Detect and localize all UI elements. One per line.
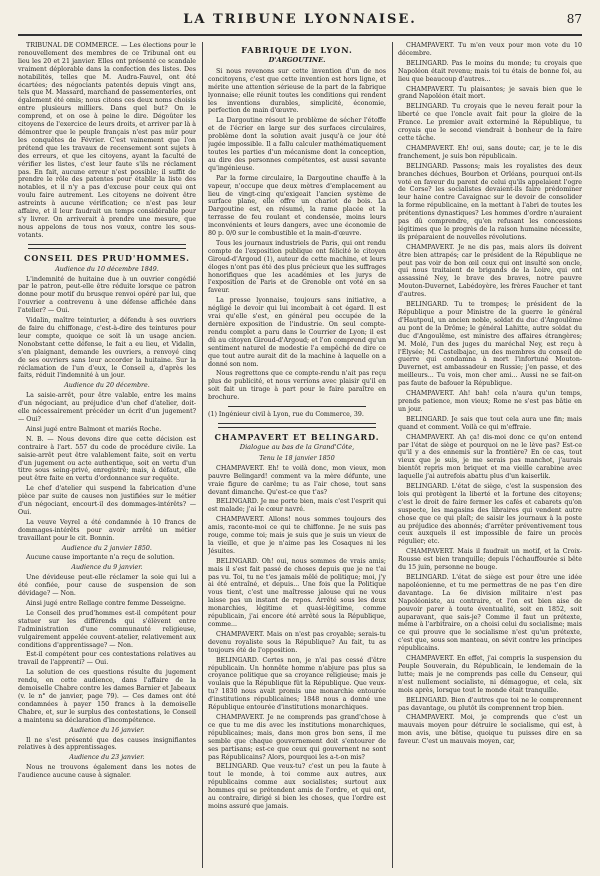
section-title: CHAMPAVERT ET BELINGARD. [214, 431, 380, 442]
page-number: 87 [566, 12, 582, 26]
dialogue-line: BELINGARD. Certes non, je n'ai pas cessé d'être républicain. Un honnête homme n'abjure pas plus sa croyance politique que sa croyance religieuse; mais je voulais que la République fût la République. Que veux-tu? 1830 nous avait promis une monarchie entourée d'institutions républicaines; 1848 nous a donné une République entourée d'institutions monarchiques. [208, 656, 386, 712]
dialogue-line: BELINGARD. Que veux-tu? c'est un peu la faute à tout le monde, à toi comme aux autres, aux républicains comme aux socialistes; surtout aux hommes qui se prétendent amis de l'ordre, et qui ont, au contraire, dirigé si bien les choses, que l'ordre est moins assuré que jamais. [208, 763, 386, 810]
article-paragraph: La Dargoutine résout le problème de sécher l'étoffe et de l'écrier en large sur des surfaces circulaires, problème dont la solution avait jusqu'à ce jour été jugée impossible. Il a fallu calculer mathématiquement toutes les parties d'un mécanisme dont la conception, au dire des personnes compétentes, est aussi savante qu'ingénieuse. [208, 117, 386, 172]
column-2 [208, 42, 386, 868]
dialogue-line: BELINGARD. Pas le moins du monde; tu croyais que Napoléon était revenu; mais toi tu étais de bonne foi, au lieu que beaucoup d'autres... [398, 59, 582, 83]
article-paragraph: La saisie-arrêt, pour être valable, entre les mains d'un négociant, au préjudice d'un chef d'atelier, doit-elle nécessairement précéder un écrit d'un jugement? — Oui? [18, 392, 196, 423]
dialogue-line: BELINGARD. L'état de siège est pour être une idée napoléonienne, et tu me permettras de ne pas t'en dire davantage. La 6e division militaire n'est pas Napoléoniste, au contraire, et l'on est bien aise de pouvoir parer à toute éventualité, soit en 1852, soit auparavant, que sais-je? Comme il faut un prétexte, même à l'arbitraire, on a choisi celui du socialisme; mais ce qui prouve que le socialisme n'est qu'un prétexte, c'est que, sous son manteau, on sévit contre les principes républicains. [398, 574, 582, 653]
dialogue-line: CHAMPAVERT. Tu m'en veux pour mon vote du 10 décembre. [398, 42, 582, 57]
column-rule [202, 42, 203, 868]
article-paragraph: Tous les journaux industriels de Paris, qui ont rendu compte de l'exposition publique ont félicité le citoyen Giroud-d'Argoud (1), auteur de cette machine, et leurs éloges n'ont pas été des plus précieux que les suffrages honorifiques que les académies et les jurys de l'exposition de Paris et de Grenoble ont voté en sa faveur. [208, 239, 386, 295]
section-divider [28, 244, 186, 249]
dialogue-line: CHAMPAVERT. Eh! oui, sans doute; car, je te le dis franchement, je suis bon républicain. [398, 144, 582, 160]
dialogue-line: CHAMPAVERT. Mais on n'est pas croyable; serais-tu devenu royaliste sous la République? Au fait, tu as toujours été de l'opposition. [208, 630, 386, 654]
dialogue-line: BELINGARD. Oh! oui, nous sommes de vrais amis; mais il s'est fait passé de choses depuis que je ne t'ai pas vu. Toi, tu ne t'es jamais mêlé de politique; moi, j'y ai été entraîné, et depuis... Une fois que la Politique vous tient, c'est une maîtresse jalouse qui ne vous laisse pas un instant de repos. Arrêté sous les deux monarchies, légitime et quasi-légitime, comme républicain, j'ai encore été arrêté sous la République, comme... [208, 557, 386, 628]
column-1 [18, 42, 196, 868]
article-paragraph: La presse lyonnaise, toujours sans initiative, a négligé le devoir qui lui incombait à cet égard. Il est vrai qu'elle s'est, en général peu occupée de la dernière exposition de l'industrie. On seul compte-rendu complet a paru dans le Courrier de Lyon; il est dû au citoyen Giroud-d'Argoud; et l'on comprend qu'un sentiment naturel de modestie l'a empêché de dire ce que tout autre aurait dit de la machine à laquelle on a donné son nom. [208, 297, 386, 368]
dialogue-line: CHAMPAVERT. Ah ça! dis-moi donc ce qu'on entend par l'état de siège et pourquoi on ne le lève pas? Est-ce qu'il y a des ennemis sur la frontière? En ce cas, tout vieux que je suis, je me serais pas manchot, j'aurais bientôt repris mon briquet et ma vieille carabine avec laquelle j'ai autrefois abattu plus d'un kaiserlik. [398, 433, 582, 481]
page-header [18, 8, 582, 36]
article-paragraph: Aucune cause importante n'a reçu de solution. [26, 554, 175, 562]
article-paragraph: Le chef d'atelier qui suspend la fabrication d'une pièce par suite de causes non justifiées sur le métier d'un négociant, encourt-il des dommages-intérêts? — Oui. [18, 485, 196, 516]
dialogue-line: BELINGARD. Passons; mais les royalistes des deux branches déchues, Bourbon et Orléans, pourquoi ont-ils voté en faveur du parent de celui qu'ils appelaient l'ogre de Corse? les socialistes devaient-ils faire prédominer leur haine contre Cavaignac sur le devoir de consolider la forme républicaine, en la mettant à l'abri de toutes les prétentions dynastiques? Les hommes d'ordre n'auraient pas dû comprendre, qu'en refusant les concessions légitimes que le progrès de la raison humaine nécessite, ils préparaient de nouvelles révolutions. [398, 162, 582, 241]
article-paragraph: Par la forme circulaire, la Dargoutine chauffe à la vapeur, n'occupe que deux mètres d'emplacement au lieu de vingt-cinq qu'exigeait l'ancien système de surface plane, elle offre un chariot de bois. La Dargoutine est, en résumé, la rame placée et la terrasse de feu roulant et condensée, moins leurs inconvénients et leurs dangers, avec une économie de 80 p. 0/0 sur le combustible et la main-d'œuvre. [208, 174, 386, 238]
dialogue-line: BELINGARD. Tu croyais que le neveu ferait pour la liberté ce que l'oncle avait fait pour la gloire de la France. Le premier avait exterminé la République, tu croyais que le second viendrait à bonheur de la faire cette tâche. [398, 103, 582, 142]
audience-date: Audience du 20 décembre. [64, 382, 150, 390]
section-subtitle: D'ARGOUTINE. [268, 56, 326, 64]
dialogue-line: CHAMPAVERT. Allons! nous sommes toujours des amis, raconte-moi ce qui te chiffonne. Je ne suis pas rouge, comme toi; mais je suis que je suis un vieux de la vieille, et que je n'aime pas les Cosaques ni les Jésuites. [208, 516, 386, 555]
article-paragraph: La solution de ces questions résulte du jugement rendu, en cette audience, dans l'affaire de la demoiselle Chabre contre les dames Barnier et Jabeaux (v. le n° de janvier, page 79). — Ces dames ont été condamnées à payer 150 francs à la demoiselle Chabre, et, sur le surplus des contestations, le Conseil a maintenu sa déclaration d'incompétence. [18, 669, 196, 724]
article-paragraph: La veuve Veyrel a été condamnée à 10 francs de dommages-intérêts pour avoir arrêté un métier travaillant pour le cit. Bonnin. [18, 518, 196, 542]
column-3 [398, 42, 582, 868]
dialogue-date: Tenu le 18 janvier 1850 [259, 454, 335, 462]
dialogue-line: CHAMPAVERT. Eh! te voilà donc, mon vieux, mon pauvre Belingard! comment va la mère défunte, une vraie figure de carême; tu as l'air chose, tout sans devant dimanche. Qu'est-ce que t'as? [208, 464, 386, 496]
section-title: FABRIQUE DE LYON. [241, 45, 353, 55]
dialogue-line: BELINGARD. Je me porte bien, mais c'est l'esprit qui est malade; j'ai le cœur navré. [208, 498, 386, 514]
dialogue-line: BELINGARD. Je sais que tout cela aura une fin; mais quand et comment. Voilà ce qui m'effraie. [398, 415, 582, 431]
dialogue-line: CHAMPAVERT. Mais il faudrait un motif, et la Croix-Rousse est bien tranquille; depuis l'échauffourée si bête du 15 juin, personne ne bouge. [398, 548, 582, 572]
section-divider [218, 423, 376, 428]
audience-date: Audience du 16 janvier. [69, 726, 145, 734]
dialogue-line: CHAMPAVERT. En effet, j'ai compris la suspension du Peuple Souverain, du Républicain, le lendemain de la lutte; mais je ne comprends pas celle du Censeur, qui n'est nullement socialiste, ni démagogue, et cela, six mois après, lorsque tout le monde était tranquille. [398, 655, 582, 694]
article-paragraph: Nous ne trouvons également dans les notes de l'audience aucune cause à signaler. [18, 764, 196, 780]
dialogue-line: BELINGARD. Bien d'autres que toi ne le comprennent pas davantage, ou plutôt ils comprennent trop bien. [398, 696, 582, 712]
footnote-rule [228, 406, 366, 407]
dialogue-line: CHAMPAVERT. Tu plaisantes; je savais bien que le grand Napoléon était mort. [398, 85, 582, 101]
article-paragraph: Nous regrettons que ce compte-rendu n'ait pas reçu plus de publicité, et nous verrions avec plaisir qu'il en soit fait un tirage à part pour le faire paraître en brochure. [208, 370, 386, 402]
article-paragraph: Est-il compétent pour ces contestations relatives au travail de l'apprenti? — Oui. [18, 651, 196, 667]
article-paragraph: Ainsi jugé entre Balmont et mariés Roche. [26, 425, 162, 433]
article-paragraph: Le Conseil des prud'hommes est-il compétent pour statuer sur les différends qui s'élèvent entre l'administration d'une communauté religieuse, vulgairement appelée couvent-atelier, relativement aux conditions d'apprentissage? — Non. [18, 609, 196, 649]
dialogue-line: CHAMPAVERT. Je ne dis pas, mais alors ils doivent être bien attrapés; car le président de la République ne peut pas voir de bon œil ceux qui ont insulté son oncle, qui nous traitaient de brigands de la Loire, qui ont assassiné Ney, le brave des braves, notre pauvre Mouton-Duvernet, Labédoyère, les frères Faucher et tant d'autres. [398, 243, 582, 299]
masthead-title: LA TRIBUNE LYONNAISE. [183, 12, 417, 27]
audience-date: Audience du 9 janvier. [71, 564, 143, 572]
dialogue-line: BELINGARD. Tu te trompes; le président de la République a pour Ministre de la guerre le général d'Hautpoul, un ancien noble, soldat du duc d'Angoulême au pont de la Drôme; le général Lahitte, autre soldat du duc d'Angoulême, est ministre des affaires étrangères; M. Molé, l'un des juges du maréchal Ney, est reçu à l'Élysée; M. Castelbajac, un des membres du conseil de guerre qui condamna à mort l'infortuné Mouton-Duvernet, est ambassadeur en Russie; j'en passe, et des meilleurs... Tu vois, mon cher ami... Aussi ne se fait-on pas faute de bafouer la République. [398, 301, 582, 388]
column-rule [392, 42, 393, 868]
footnote: (1) Ingénieur civil à Lyon, rue du Commerce, 39. [208, 411, 364, 419]
section-title: CONSEIL DES PRUD'HOMMES. [24, 252, 190, 263]
article-paragraph: Une dévideuse peut-elle réclamer la soie qui lui a été confiée, pour cause de suspension de son dévidage? — Non. [18, 574, 196, 598]
dialogue-line: BELINGARD. L'état de siège, c'est la suspension des lois qui protègent la liberté et la fortune des citoyens; c'est le droit de faire fermer les cafés et cabarets qu'on suspecte, les magasins des libraires qui vendent autre chose que ce qui plaît; de saisir les journaux à la poste au préjudice des abonnés; d'arrêter préventivement tous ceux auxquels il est impossible de faire un procès régulier; etc. [398, 483, 582, 546]
audience-date: Audience du 10 décembre 1849. [55, 265, 159, 273]
article-paragraph: N. B. — Nous devons dire que cette décision est contraire à l'art. 557 du code de procédure civile. La saisie-arrêt peut être valablement faite, soit en vertu d'un jugement ou acte authentique, soit en vertu d'un titre sous seing-privé, enregistré; mais, à défaut, elle peut être faite en vertu d'ordonnance sur requête. [18, 435, 196, 483]
article-paragraph: Il ne s'est présenté que des causes insignifiantes relatives à des apprentissages. [18, 736, 196, 752]
section-subtitle: Dialogue au bas de la Grand'Côte, [239, 442, 355, 451]
dialogue-line: CHAMPAVERT. Moi, je comprends que c'est un mauvais moyen pour détruire le socialisme, qui est, à mon avis, une bêtise, quoique tu puisses dire en sa faveur. C'est un mauvais moyen, car, [398, 714, 582, 746]
article-paragraph: L'indemnité de huitaine due à un ouvrier congédié par le patron, peut-elle être réduite lorsque ce patron donne pour motif du brusque renvoi opéré par lui, que l'ouvrier a contrevenu à une défense affichée dans l'atelier? — Oui. [18, 275, 196, 315]
audience-date: Audience du 2 janvier 1850. [62, 544, 152, 552]
dialogue-line: CHAMPAVERT. Je ne comprends pas grand'chose à ce que tu me dis avec les institutions monarchiques, républicaines; mais, dans mon gros bon sens, il me semble que chaque gouvernement doit s'entourer de ses partisans; est-ce que ceux qui gouvernent ne sont pas Républicains? Alors, pourquoi les a-t-on mis? [208, 713, 386, 761]
article-paragraph: TRIBUNAL DE COMMERCE. — Les élections pour le renouvellement des membres de ce Tribunal ont eu lieu les 20 et 21 janvier. Elles ont présenté ce scandale vraiment déplorable dans la confection des listes. Des notabilités, telles que M. Audra-Fauvel, ont été écartées; des négociants patentés depuis vingt ans, tels que M. Massard, marchand de passementeries, ont également été omis; nous citons ces deux noms choisis entre plusieurs milliers. Dans quel but? On le comprend, et on ose à peine le dire. Dégoûter les citoyens de l'exercice de leurs droits, et arriver par là à démontrer que le peuple français n'est pas mûr pour les conquêtes de Février. C'est vainement que l'on prétend que les travaux de recensement sont sujets à des erreurs, et que les citoyens, ayant la faculté de vérifier les listes, c'est leur faute s'ils ne réclament pas. En fait, aucune erreur n'est possible; il suffit de prendre le rôle des patentes pour établir la liste des notables, et il n'y a pas d'excuse pour ceux qui ont voulu faire autrement. Les citoyens ne doivent être astreints à aucune vérification; ce n'est pas leur affaire, et il leur faudrait un temps considérable pour s'y livrer. On arriverait à prendre une mesure, que nous appelons de tous nos vœux, contre les sous-votants. [18, 42, 196, 239]
audience-date: Audience du 23 janvier. [69, 754, 145, 762]
article-paragraph: Ainsi jugé entre Rellage contre femme Desseigne. [26, 600, 186, 607]
dialogue-line: CHAMPAVERT. Ah! bah! cela n'aura qu'un temps, prends patience, mon vieux; Rome ne s'est pas bâtie en un jour. [398, 390, 582, 413]
article-paragraph: Si nous revenons sur cette invention d'un de nos concitoyens, c'est que cette invention est hors ligne, et mérite une attention sérieuse de la part de la fabrique lyonnaise; elle réunit toutes les conditions qui rendent les inventions durables, simplicité, économie, perfection de main d'œuvre. [208, 67, 386, 115]
article-paragraph: Vidalin, maître teinturier, a défendu à ses ouvriers de faire du chiffonage, c'est-à-dire des teintures pour leur compte, quoique ce soit là un usage ancien. Nonobstant cette défense, le fait a eu lieu, et Vidalin, s'en plaignant, demande les ouvriers, a renvoyé cinq de ses ouvriers sans leur accorder la huitaine. Sur la réclamation de l'un d'eux, le Conseil a, d'après les faits, réduit l'indemnité à un jour. [18, 317, 196, 380]
